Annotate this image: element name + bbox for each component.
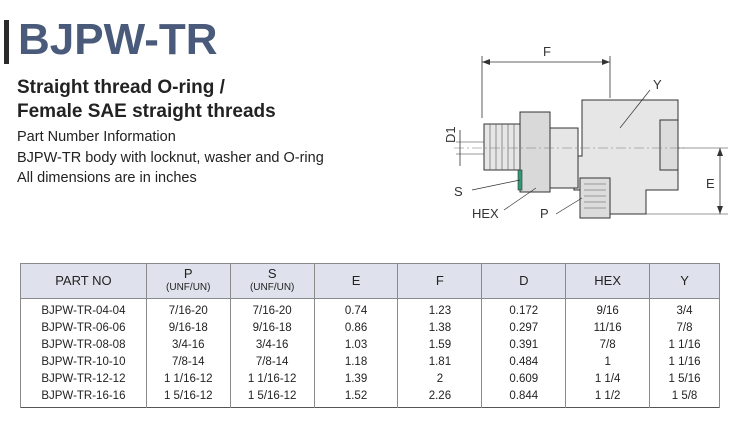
- cell-f: 1.38: [398, 319, 482, 336]
- subtitle-line-2: Female SAE straight threads: [17, 101, 276, 122]
- cell-part-no: BJPW-TR-12-12: [21, 370, 147, 387]
- dim-e-arrow-top: [717, 148, 723, 156]
- label-y: Y: [653, 77, 662, 92]
- cell-part-no: BJPW-TR-06-06: [21, 319, 147, 336]
- cell-hex: 7/8: [566, 336, 650, 353]
- cell-p: 1 5/16-12: [146, 387, 230, 408]
- cell-e: 1.39: [314, 370, 398, 387]
- col-header-label: S: [267, 266, 277, 281]
- cell-p: 1 1/16-12: [146, 370, 230, 387]
- col-header-label: P: [183, 266, 193, 281]
- cell-hex: 1 1/2: [566, 387, 650, 408]
- col-header-hex: [566, 264, 650, 299]
- cell-p: 3/4-16: [146, 336, 230, 353]
- leader-s: [472, 180, 520, 190]
- cell-y: 1 5/8: [650, 387, 720, 408]
- table-header-row: [21, 264, 720, 299]
- cell-part-no: BJPW-TR-16-16: [21, 387, 147, 408]
- col-header-unit: (UNF/UN): [249, 282, 295, 293]
- col-header-y: [650, 264, 720, 299]
- cell-p: 7/16-20: [146, 299, 230, 320]
- cell-e: 1.18: [314, 353, 398, 370]
- info-line-2: BJPW-TR body with locknut, washer and O-ring: [17, 149, 324, 166]
- cell-f: 2.26: [398, 387, 482, 408]
- product-subtitle: [17, 76, 276, 124]
- cell-hex: 9/16: [566, 299, 650, 320]
- col-header-label: D: [519, 273, 529, 288]
- cell-part-no: BJPW-TR-08-08: [21, 336, 147, 353]
- col-header-e: [314, 264, 398, 299]
- col-header-f: [398, 264, 482, 299]
- cell-f: 1.81: [398, 353, 482, 370]
- cell-p: 9/16-18: [146, 319, 230, 336]
- col-header-s: [230, 264, 314, 299]
- cell-e: 0.86: [314, 319, 398, 336]
- col-header-p: [146, 264, 230, 299]
- cell-s: 1 1/16-12: [230, 370, 314, 387]
- washer: [550, 128, 578, 188]
- table-row: [21, 299, 720, 320]
- cell-y: 1 5/16: [650, 370, 720, 387]
- cell-e: 1.03: [314, 336, 398, 353]
- info-line-3: All dimensions are in inches: [17, 170, 197, 186]
- cell-hex: 1: [566, 353, 650, 370]
- cell-part-no: BJPW-TR-04-04: [21, 299, 147, 320]
- cell-d: 0.297: [482, 319, 566, 336]
- cell-e: 0.74: [314, 299, 398, 320]
- fitting-diagram: [432, 38, 730, 238]
- label-d1: D1: [443, 126, 458, 143]
- dim-e-arrow-bottom: [717, 206, 723, 214]
- cell-s: 7/16-20: [230, 299, 314, 320]
- cell-e: 1.52: [314, 387, 398, 408]
- col-header-label: F: [435, 273, 444, 288]
- col-header-unit: (UNF/UN): [166, 282, 211, 293]
- dim-f-arrow-left: [482, 59, 490, 65]
- cell-d: 0.844: [482, 387, 566, 408]
- cell-y: 1 1/16: [650, 336, 720, 353]
- col-header-part-no: [21, 264, 147, 299]
- label-hex: HEX: [472, 206, 499, 221]
- dim-f-arrow-right: [602, 59, 610, 65]
- part-dimensions-table: [20, 263, 720, 408]
- part-info: [17, 127, 324, 189]
- cell-d: 0.484: [482, 353, 566, 370]
- table-row: [21, 370, 720, 387]
- cell-y: 3/4: [650, 299, 720, 320]
- right-port: [660, 120, 678, 170]
- label-s: S: [454, 184, 463, 199]
- label-e: E: [706, 176, 715, 191]
- table-row: [21, 319, 720, 336]
- table-row: [21, 336, 720, 353]
- label-f: F: [543, 44, 551, 59]
- cell-y: 1 1/16: [650, 353, 720, 370]
- locknut: [520, 112, 550, 192]
- cell-d: 0.609: [482, 370, 566, 387]
- col-header-d: [482, 264, 566, 299]
- cell-f: 1.23: [398, 299, 482, 320]
- col-header-label: E: [351, 273, 361, 288]
- col-header-label: Y: [680, 273, 689, 288]
- cell-s: 7/8-14: [230, 353, 314, 370]
- cell-d: 0.172: [482, 299, 566, 320]
- label-p: P: [540, 206, 549, 221]
- cell-f: 2: [398, 370, 482, 387]
- cell-p: 7/8-14: [146, 353, 230, 370]
- cell-f: 1.59: [398, 336, 482, 353]
- title-accent-bar: [4, 20, 9, 64]
- table-row: [21, 353, 720, 370]
- subtitle-line-1: Straight thread O-ring /: [17, 77, 225, 98]
- cell-d: 0.391: [482, 336, 566, 353]
- page-title: BJPW-TR: [18, 15, 218, 64]
- cell-s: 9/16-18: [230, 319, 314, 336]
- table-row: [21, 387, 720, 408]
- col-header-label: PART NO: [55, 273, 112, 288]
- cell-part-no: BJPW-TR-10-10: [21, 353, 147, 370]
- cell-s: 3/4-16: [230, 336, 314, 353]
- leader-p: [556, 198, 582, 214]
- cell-hex: 11/16: [566, 319, 650, 336]
- info-line-1: Part Number Information: [17, 129, 176, 145]
- cell-hex: 1 1/4: [566, 370, 650, 387]
- col-header-label: HEX: [594, 273, 621, 288]
- cell-y: 7/8: [650, 319, 720, 336]
- cell-s: 1 5/16-12: [230, 387, 314, 408]
